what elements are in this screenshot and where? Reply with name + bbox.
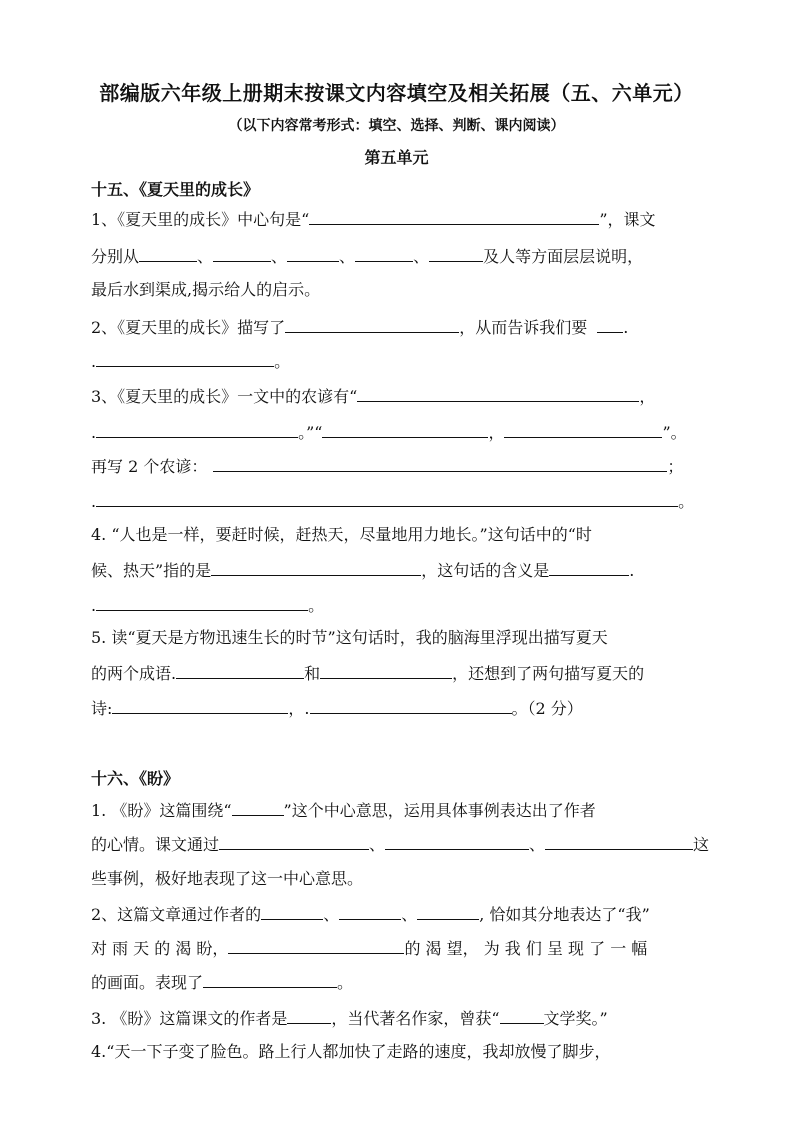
- answer-blank[interactable]: [219, 833, 369, 850]
- question-line: 4. “人也是一样，要赶时候，赶热天，尽量地用力地长。”这句话中的“时: [91, 525, 592, 544]
- question-line: 些事例，极好地表现了这一中心意思。: [91, 869, 364, 888]
- answer-blank[interactable]: [139, 245, 197, 262]
- question-text: 的两个成语.: [91, 664, 177, 683]
- answer-blank[interactable]: [228, 937, 404, 954]
- question-text: 。: [678, 492, 695, 511]
- question-line: [91, 455, 703, 478]
- question-text: 文学奖。”: [543, 1009, 608, 1028]
- answer-blank[interactable]: [287, 1007, 331, 1024]
- question-text: 的 渴 望， 为 我 们 呈 现 了 一 幅: [404, 939, 648, 958]
- question-text: 2、这篇文章通过作者的: [91, 905, 262, 924]
- page-title: 部编版六年级上册期末按课文内容填空及相关拓展（五、六单元）: [99, 81, 694, 105]
- question-text: 的心情。课文通过: [91, 835, 220, 854]
- question-text: 。: [308, 596, 325, 615]
- question-line: 5. 读“夏天是方物迅速生长的时节”这句话时，我的脑海里浮现出描写夏天: [91, 628, 608, 647]
- question-text: 候、热天”指的是: [91, 561, 212, 580]
- question-text: ，: [488, 423, 505, 442]
- separator: 、: [323, 905, 340, 924]
- unit-title: 第五单元: [364, 148, 429, 167]
- section-heading: 十五、《夏天里的成长》: [91, 180, 260, 199]
- answer-blank[interactable]: [310, 697, 512, 714]
- question-line: [91, 799, 703, 822]
- question-text: 2、《夏天里的成长》描写了: [91, 318, 286, 337]
- question-text: 。”“: [298, 423, 323, 442]
- question-text: ，: [639, 387, 656, 406]
- separator: 、: [197, 247, 214, 266]
- question-line: [91, 662, 703, 685]
- separator: 、: [401, 905, 418, 924]
- answer-blank[interactable]: [322, 421, 488, 438]
- question-text: 。（2 分）: [511, 699, 583, 718]
- question-text: ，从而告诉我们要: [459, 318, 588, 337]
- answer-blank[interactable]: [500, 1007, 544, 1024]
- answer-blank[interactable]: [309, 208, 599, 225]
- question-text: .: [91, 596, 97, 615]
- question-text: ，.: [288, 699, 310, 718]
- question-text: 1. 《盼》这篇围绕“: [91, 801, 232, 820]
- question-line: [91, 594, 703, 617]
- answer-blank[interactable]: [213, 455, 667, 472]
- question-line: [91, 490, 703, 513]
- question-text: 分别从: [91, 247, 140, 266]
- answer-blank[interactable]: [211, 559, 421, 576]
- answer-blank[interactable]: [320, 662, 452, 679]
- answer-blank[interactable]: [357, 385, 639, 402]
- question-text: .: [91, 492, 97, 511]
- question-text: .: [623, 318, 629, 337]
- separator: 、: [271, 247, 288, 266]
- question-line: [91, 971, 703, 994]
- question-text: 1、《夏天里的成长》中心句是“: [91, 210, 310, 229]
- question-text: 。: [274, 352, 291, 371]
- question-text: 及人等方面层层说明，: [483, 247, 644, 266]
- question-text: ，当代著名作家，曾获“: [331, 1009, 500, 1028]
- separator: 、: [369, 835, 386, 854]
- question-text: ”这个中心意思，运用具体事例表达出了作者: [283, 801, 596, 820]
- question-line: 4.“天一下子变了脸色。路上行人都加快了走路的速度，我却放慢了脚步，: [91, 1042, 611, 1061]
- separator: 、: [529, 835, 546, 854]
- question-text: 这: [693, 835, 710, 854]
- question-text: .: [629, 561, 635, 580]
- answer-blank[interactable]: [339, 903, 401, 920]
- answer-blank[interactable]: [261, 903, 323, 920]
- question-text: .: [91, 352, 97, 371]
- question-line: [91, 833, 710, 856]
- answer-blank[interactable]: [597, 316, 623, 333]
- answer-blank[interactable]: [287, 245, 339, 262]
- question-text: ”，课文: [599, 210, 656, 229]
- question-line: 最后水到渠成,揭示给人的启示。: [91, 280, 321, 299]
- answer-blank[interactable]: [203, 971, 337, 988]
- question-text: 诗:: [91, 699, 113, 718]
- question-line: [91, 350, 703, 373]
- answer-blank[interactable]: [429, 245, 483, 262]
- question-line: [91, 697, 703, 720]
- question-text: ，还想到了两句描写夏天的: [452, 664, 645, 683]
- question-text: .: [91, 423, 97, 442]
- question-line: [91, 1007, 703, 1030]
- answer-blank[interactable]: [385, 833, 529, 850]
- question-text: 3、《夏天里的成长》一文中的农谚有“: [91, 387, 358, 406]
- question-line: [91, 903, 703, 926]
- question-line: [91, 937, 703, 960]
- question-text: , 恰如其分地表达了“我”: [479, 905, 650, 924]
- question-text: 3. 《盼》这篇课文的作者是: [91, 1009, 288, 1028]
- answer-blank[interactable]: [96, 350, 274, 367]
- separator: 、: [339, 247, 356, 266]
- question-text: 和: [304, 664, 321, 683]
- answer-blank[interactable]: [96, 594, 308, 611]
- question-line: [91, 208, 703, 231]
- answer-blank[interactable]: [176, 662, 304, 679]
- question-text: 再写 2 个农谚：: [91, 457, 208, 476]
- answer-blank[interactable]: [355, 245, 413, 262]
- question-text: 的画面。表现了: [91, 973, 204, 992]
- answer-blank[interactable]: [417, 903, 479, 920]
- question-text: 对 雨 天 的 渴 盼，: [91, 939, 229, 958]
- page-subtitle: （以下内容常考形式：填空、选择、判断、课内阅读）: [228, 118, 565, 134]
- answer-blank[interactable]: [213, 245, 271, 262]
- answer-blank[interactable]: [285, 316, 459, 333]
- answer-blank[interactable]: [96, 490, 678, 507]
- section-heading: 十六、《盼》: [91, 769, 180, 788]
- separator: 、: [413, 247, 430, 266]
- answer-blank[interactable]: [232, 799, 284, 816]
- question-line: [91, 385, 703, 408]
- question-line: [91, 559, 703, 582]
- question-text: ，这句话的含义是: [421, 561, 550, 580]
- answer-blank[interactable]: [549, 559, 629, 576]
- question-line: [91, 316, 703, 339]
- question-line: [91, 245, 703, 268]
- question-text: ；: [667, 457, 684, 476]
- question-text: 。: [337, 973, 354, 992]
- answer-blank[interactable]: [112, 697, 288, 714]
- answer-blank[interactable]: [504, 421, 662, 438]
- answer-blank[interactable]: [545, 833, 693, 850]
- question-text: ”。: [662, 423, 687, 442]
- answer-blank[interactable]: [96, 421, 298, 438]
- question-line: [91, 421, 703, 444]
